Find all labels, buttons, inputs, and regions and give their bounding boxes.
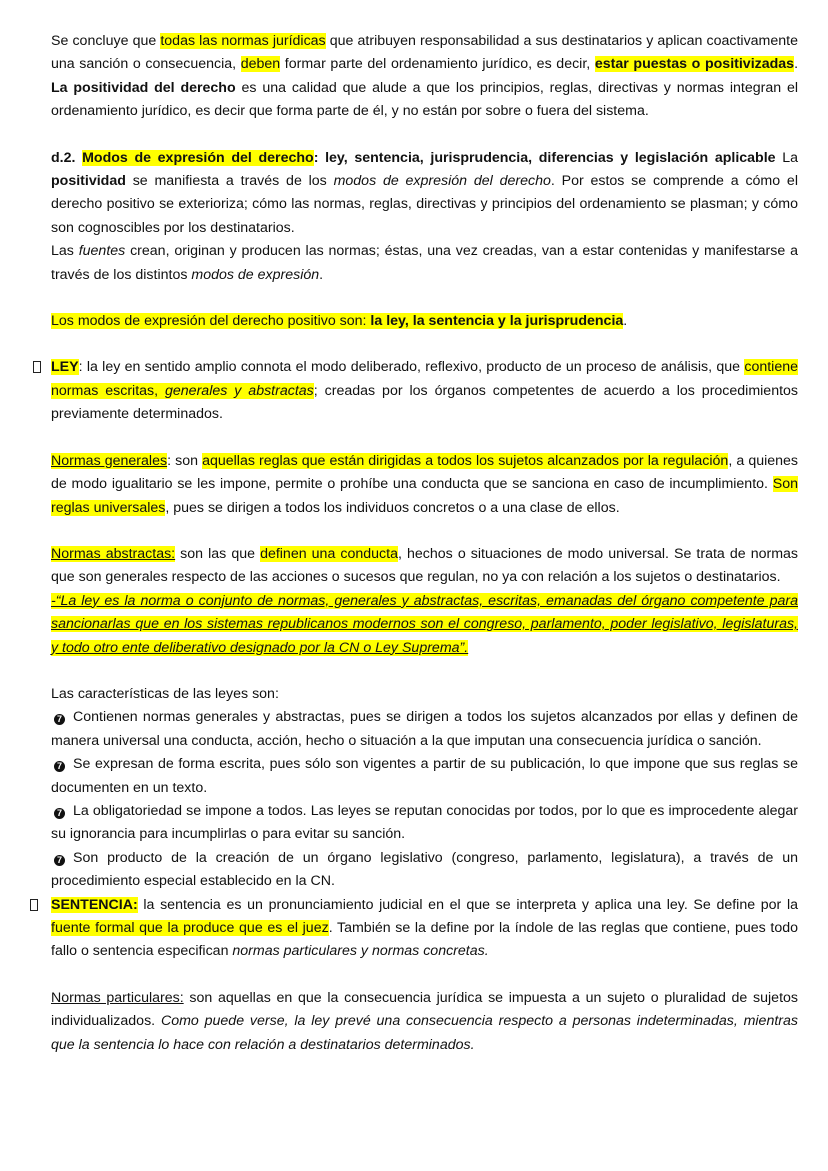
term-sentencia: SENTENCIA: xyxy=(51,896,138,913)
text-run: que atribuyen responsabilidad a sus destinatarios y aplican coactivamente una sanción o consecuencia, xyxy=(51,33,798,73)
highlight-text: definen una conducta xyxy=(260,545,398,562)
numbered-bullet-icon: 7 xyxy=(54,808,65,819)
highlight-text: aquellas reglas que están dirigidas a todos los sujetos alcanzados por la regulación xyxy=(202,452,729,469)
bold-text: La positividad del derecho xyxy=(51,79,236,96)
numbered-bullet-icon: 7 xyxy=(54,761,65,772)
numbered-bullet-icon: 7 xyxy=(54,714,65,725)
paragraph-fuentes xyxy=(51,240,798,287)
text-run: . También se la define por la índole de las reglas que contiene, pues todo fallo o sentencia especifican xyxy=(51,920,798,960)
highlight-text: deben xyxy=(240,56,281,73)
italic-text: Como puede verse, la ley prevé una consecuencia respecto a personas indeterminadas, mientras que la sentencia lo hace con relación a destinatarios determinados. xyxy=(51,1013,798,1053)
text-run: . xyxy=(623,313,628,330)
paragraph-sentencia xyxy=(51,894,798,964)
italic-text: fuentes xyxy=(78,243,126,260)
list-item-text: Contienen normas generales y abstractas, pues se dirigen a todos los sujetos alcanzados por ellas y definen de manera universal una conducta, acción, hecho o situación a la que imputan una consecuencia jurídica o sanción. xyxy=(51,709,798,749)
paragraph-modos-lista xyxy=(51,310,798,333)
text-run: es una calidad que alude a que los principios, reglas, directivas y normas integran el ordenamiento jurídico, es decir que forma parte de él, y no están por sobre o fuera del sistema. xyxy=(51,79,798,120)
text-run: formar parte del ordenamiento jurídico, es decir, xyxy=(280,56,595,73)
highlight-text: fuente formal que la produce que es el juez xyxy=(51,920,329,936)
text-run: crean, originan y producen las normas; éstas, una vez creadas, van a estar contenidas y manifestarse a través de los distintos xyxy=(51,243,798,283)
paragraph-positividad xyxy=(51,30,798,124)
bold-text: positividad xyxy=(51,173,126,190)
text-run: ; creadas por los órganos competentes de acuerdo a los procedimientos previamente determinados. xyxy=(51,382,799,423)
paragraph-ley xyxy=(51,356,798,426)
text-run: : son xyxy=(167,452,203,469)
quote-definicion-ley: -“La ley es la norma o conjunto de normas, generales y abstractas, escritas, emanadas del órgano competente para sancionarlas que en los sistemas republicanos modernos son el congreso, parlamento, poder legislativo, legislaturas, y todo otro ente deliberativo designado por la CN o Ley Suprema”. xyxy=(51,592,798,656)
text-run: La xyxy=(775,149,798,166)
text-run: . xyxy=(319,266,324,283)
text-run: : la ley en sentido amplio connota el modo deliberado, reflexivo, producto de un proceso de análisis, que xyxy=(78,359,745,376)
paragraph-normas-particulares xyxy=(51,987,798,1057)
numbered-bullet-icon: 7 xyxy=(54,855,65,866)
italic-text: normas particulares y normas concretas. xyxy=(232,943,489,960)
highlight-bold-text: la ley, la sentencia y la jurisprudencia xyxy=(370,313,624,330)
highlight-text: estar puestas o positivizadas xyxy=(594,56,795,73)
italic-text: modos de expresión del derecho xyxy=(333,173,551,190)
text-run: Las xyxy=(51,243,79,260)
term-normas-particulares: Normas particulares: xyxy=(51,989,184,1006)
paragraph-modos-expresion xyxy=(51,147,798,241)
list-item-text: Se expresan de forma escrita, pues sólo son vigentes a partir de su publicación, lo que impone que sus reglas se documenten en un texto. xyxy=(51,756,798,796)
text-run: se manifiesta a través de los xyxy=(125,173,334,190)
list-item-text: Son producto de la creación de un órgano legislativo (congreso, parlamento, legislatura), a través de un procedimiento especial establecido en la CN. xyxy=(51,849,798,890)
list-item-text: La obligatoriedad se impone a todos. Las leyes se reputan conocidas por todos, por lo que es improcedente alegar su ignorancia para incumplirlas o para evitar su sanción. xyxy=(51,802,798,843)
missing-glyph-icon xyxy=(30,899,38,911)
paragraph-normas-abstractas xyxy=(51,543,798,590)
highlight-italic-text: generales y abstractas xyxy=(165,382,314,399)
text-run: . Por estos se comprende a cómo el derecho positivo se exterioriza; cómo las normas, reglas, directivas y principios del ordenamiento se plasman; y cómo son cognoscibles por los destinatarios. xyxy=(51,173,798,236)
section-heading-rest: : ley, sentencia, jurisprudencia, diferencias y legislación aplicable xyxy=(313,149,776,166)
highlight-text: Los modos de expresión del derecho positivo son: xyxy=(51,313,371,330)
list-item xyxy=(51,800,798,847)
missing-glyph-icon xyxy=(33,361,41,373)
text-run: , hechos o situaciones de modo universal. Se trata de normas que son generales respecto de las acciones o sucesos que regulan, no ya con relación a los sujetos o destinatarios. xyxy=(51,545,799,586)
highlight-text: Son reglas universales xyxy=(51,476,798,516)
paragraph-normas-generales xyxy=(51,450,798,520)
list-item xyxy=(51,847,798,894)
text-run: son aquellas en que la consecuencia jurídica se impuesta a un sujeto o pluralidad de sujetos individualizados. xyxy=(51,989,798,1030)
term-normas-abstractas: Normas abstractas: xyxy=(51,545,176,562)
term-normas-generales: Normas generales xyxy=(51,452,168,469)
paragraph-quote xyxy=(51,590,798,660)
text-run: , a quienes de modo igualitario se les impone, permite o prohíbe una conducta que se sanciona en caso de incumplimiento. xyxy=(51,452,799,493)
list-item xyxy=(51,753,798,800)
caracteristicas-title: Las características de las leyes son: xyxy=(51,685,279,702)
section-number: d.2. xyxy=(51,149,83,166)
text-run: , pues se dirigen a todos los individuos concretos o a una clase de ellos. xyxy=(165,499,620,516)
text-run: son las que xyxy=(175,545,261,562)
text-run: Se concluye que xyxy=(51,33,161,49)
term-ley: LEY xyxy=(51,359,79,376)
section-heading: Modos de expresión del derecho xyxy=(82,149,314,166)
highlight-text: todas las normas jurídicas xyxy=(160,33,326,49)
italic-text: modos de expresión xyxy=(191,266,320,283)
text-run: . xyxy=(794,56,799,73)
list-item xyxy=(51,706,798,753)
text-run: la sentencia es un pronunciamiento judicial en el que se interpreta y aplica una ley. Se define por la xyxy=(137,896,798,913)
highlight-text: contiene normas escritas, xyxy=(51,359,798,399)
